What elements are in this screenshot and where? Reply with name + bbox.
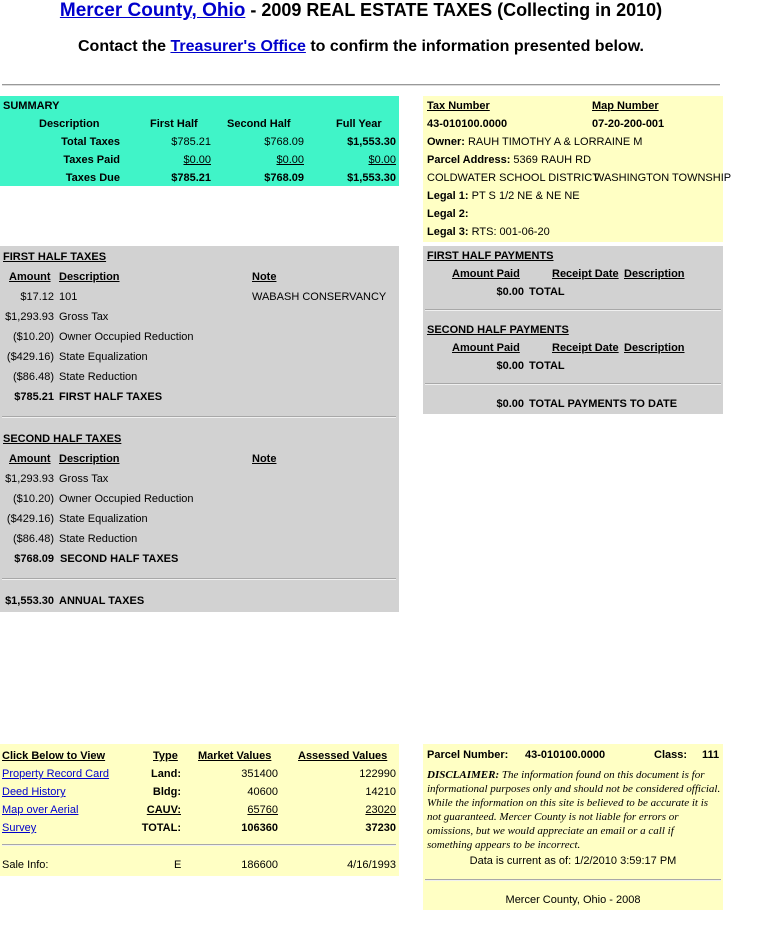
legal2-line: Legal 2:: [427, 208, 469, 220]
tax-number: 43-010100.0000: [427, 118, 508, 130]
market-values-heading: Market Values: [198, 750, 272, 762]
assessed-land: 122990: [359, 768, 396, 780]
total-payments-label: TOTAL PAYMENTS TO DATE: [529, 398, 678, 410]
divider: [2, 84, 720, 86]
second-pay-col-date: Receipt Date: [552, 342, 619, 354]
school-district: COLDWATER SCHOOL DISTRICT: [427, 172, 599, 184]
divider: [2, 578, 396, 580]
first-total-amount: $785.21: [14, 391, 54, 403]
second-total-label: SECOND HALF TAXES: [60, 553, 179, 565]
owner-name: RAUH TIMOTHY A & LORRAINE M: [467, 136, 643, 148]
disclaimer-text: [427, 768, 721, 852]
owner-line: Owner: RAUH TIMOTHY A & LORRAINE M: [427, 136, 643, 148]
sale-type: E: [174, 859, 182, 871]
total-payments-amount: $0.00: [496, 398, 524, 410]
summary-row-total: Total Taxes $785.21 $768.09 $1,553.30: [61, 136, 396, 148]
township: WASHINGTON TOWNSHIP: [594, 172, 732, 184]
taxes-panel: [0, 246, 399, 612]
data-current-line: Data is current as of: 1/2/2010 3:59:17 PM: [469, 855, 677, 867]
type-total: TOTAL:: [141, 822, 181, 834]
click-below-heading: Click Below to View: [2, 750, 106, 762]
type-land: Land:: [151, 768, 181, 780]
disclaimer-panel: [423, 744, 723, 910]
first-total-label: FIRST HALF TAXES: [59, 391, 163, 403]
map-number-label: Map Number: [592, 100, 659, 112]
second-col-note: Note: [252, 453, 277, 465]
first-pay-total-label: TOTAL: [529, 286, 565, 298]
first-pay-col-amount: Amount Paid: [452, 268, 520, 280]
assessed-total: 37230: [365, 822, 396, 834]
assessed-values-heading: Assessed Values: [298, 750, 388, 762]
address-line: Parcel Address: 5369 RAUH RD: [427, 154, 592, 166]
second-total-amount: $768.09: [14, 553, 54, 565]
second-pay-total-amount: $0.00: [496, 360, 524, 372]
parcel-number-label: Parcel Number:: [427, 749, 509, 761]
data-current-value: 1/2/2010 3:59:17 PM: [574, 855, 677, 867]
annual-label: ANNUAL TAXES: [59, 595, 145, 607]
second-row-amount: ($10.20): [13, 493, 54, 505]
market-cauv: 65760: [247, 804, 278, 816]
values-panel: [0, 744, 399, 876]
summary-col-first: First Half: [150, 118, 198, 130]
second-row-desc: State Equalization: [59, 513, 148, 525]
second-row-desc: Owner Occupied Reduction: [59, 493, 194, 505]
first-row-note: WABASH CONSERVANCY: [252, 291, 387, 303]
tax-number-label: Tax Number: [427, 100, 490, 112]
legal3-line: Legal 3: RTS: 001-06-20: [427, 226, 550, 238]
divider: [425, 879, 721, 881]
class-label: Class:: [654, 749, 688, 761]
parcel-info-panel: [423, 96, 732, 242]
survey-link[interactable]: Survey: [2, 822, 37, 834]
first-row-desc: State Reduction: [59, 371, 138, 383]
second-row-desc: Gross Tax: [59, 473, 109, 485]
second-row-amount: ($429.16): [6, 513, 54, 525]
type-heading: Type: [153, 750, 178, 762]
first-row-desc: 101: [59, 291, 78, 303]
legal1-line: Legal 1: PT S 1/2 NE & NE NE: [427, 190, 580, 202]
second-pay-col-amount: Amount Paid: [452, 342, 520, 354]
contact-post: to confirm the information presented below.: [305, 38, 644, 55]
first-row-amount: $1,293.93: [5, 311, 54, 323]
first-col-note: Note: [252, 271, 277, 283]
parcel-number: 43-010100.0000: [525, 749, 606, 761]
treasurer-office-link[interactable]: Treasurer's Office: [170, 38, 306, 55]
second-pay-total-label: TOTAL: [529, 360, 565, 372]
disclaimer-label: DISCLAIMER:: [427, 769, 500, 781]
type-bldg: Bldg:: [152, 786, 181, 798]
sale-date: 4/16/1993: [347, 859, 396, 871]
first-row-amount: $17.12: [20, 291, 54, 303]
divider: [2, 844, 396, 846]
first-col-amount: Amount: [9, 271, 51, 283]
payments-panel: [423, 246, 723, 414]
type-cauv: CAUV:: [146, 804, 181, 816]
page-title-text: - 2009 REAL ESTATE TAXES (Collecting in 2010): [245, 0, 663, 20]
divider: [2, 416, 396, 418]
second-row-amount: $1,293.93: [5, 473, 54, 485]
market-land: 351400: [241, 768, 278, 780]
first-row-desc: State Equalization: [59, 351, 148, 363]
assessed-bldg: 14210: [365, 786, 396, 798]
annual-amount: $1,553.30: [5, 595, 54, 607]
second-row-desc: State Reduction: [59, 533, 138, 545]
market-bldg: 40600: [247, 786, 278, 798]
summary-col-full: Full Year: [336, 118, 382, 130]
divider: [425, 383, 721, 385]
summary-heading: SUMMARY: [3, 100, 60, 112]
summary-col-second: Second Half: [227, 118, 291, 130]
summary-row-paid: Taxes Paid $0.00 $0.00 $0.00: [63, 154, 396, 166]
summary-col-description: Description: [39, 118, 100, 130]
disclaimer-body: The information found on this document is for informational purposes only and should not be considered official. While the information on this site is believed to be accurate it is not guaranteed. Mercer County is not liable for errors or omissions, but we would appreciate an email or a call if something appears to be incorrect.: [427, 769, 721, 851]
footer-text: Mercer County, Ohio - 2008: [505, 894, 641, 906]
map-over-aerial-link[interactable]: Map over Aerial: [2, 804, 79, 816]
county-link[interactable]: Mercer County, Ohio: [59, 0, 246, 21]
deed-history-link[interactable]: Deed History: [2, 786, 66, 798]
parcel-address: 5369 RAUH RD: [513, 154, 592, 166]
assessed-cauv: 23020: [365, 804, 396, 816]
second-col-desc: Description: [59, 453, 120, 465]
contact-line: [0, 38, 722, 56]
first-row-amount: ($86.48): [13, 371, 54, 383]
class-value: 111: [702, 749, 720, 761]
first-row-desc: Gross Tax: [59, 311, 109, 323]
summary-row-due: Taxes Due $785.21 $768.09 $1,553.30: [65, 172, 396, 184]
sale-price: 186600: [241, 859, 278, 871]
property-record-card-link[interactable]: Property Record Card: [2, 768, 109, 780]
first-payments-heading: FIRST HALF PAYMENTS: [427, 250, 554, 262]
first-pay-col-date: Receipt Date: [552, 268, 619, 280]
summary-panel: [0, 96, 399, 186]
first-row-amount: ($10.20): [13, 331, 54, 343]
contact-pre: Contact the: [78, 38, 171, 55]
second-payments-heading: SECOND HALF PAYMENTS: [427, 324, 569, 336]
first-col-desc: Description: [59, 271, 120, 283]
second-col-amount: Amount: [9, 453, 51, 465]
first-half-heading: FIRST HALF TAXES: [3, 251, 107, 263]
sale-info-label: Sale Info:: [2, 859, 49, 871]
second-row-amount: ($86.48): [13, 533, 54, 545]
first-pay-col-desc: Description: [624, 268, 685, 280]
map-number: 07-20-200-001: [592, 118, 665, 130]
second-half-heading: SECOND HALF TAXES: [3, 433, 122, 445]
divider: [425, 309, 721, 311]
first-row-desc: Owner Occupied Reduction: [59, 331, 194, 343]
second-pay-col-desc: Description: [624, 342, 685, 354]
first-row-amount: ($429.16): [6, 351, 54, 363]
market-total: 106360: [241, 822, 278, 834]
first-pay-total-amount: $0.00: [496, 286, 524, 298]
page-title: [0, 0, 722, 22]
